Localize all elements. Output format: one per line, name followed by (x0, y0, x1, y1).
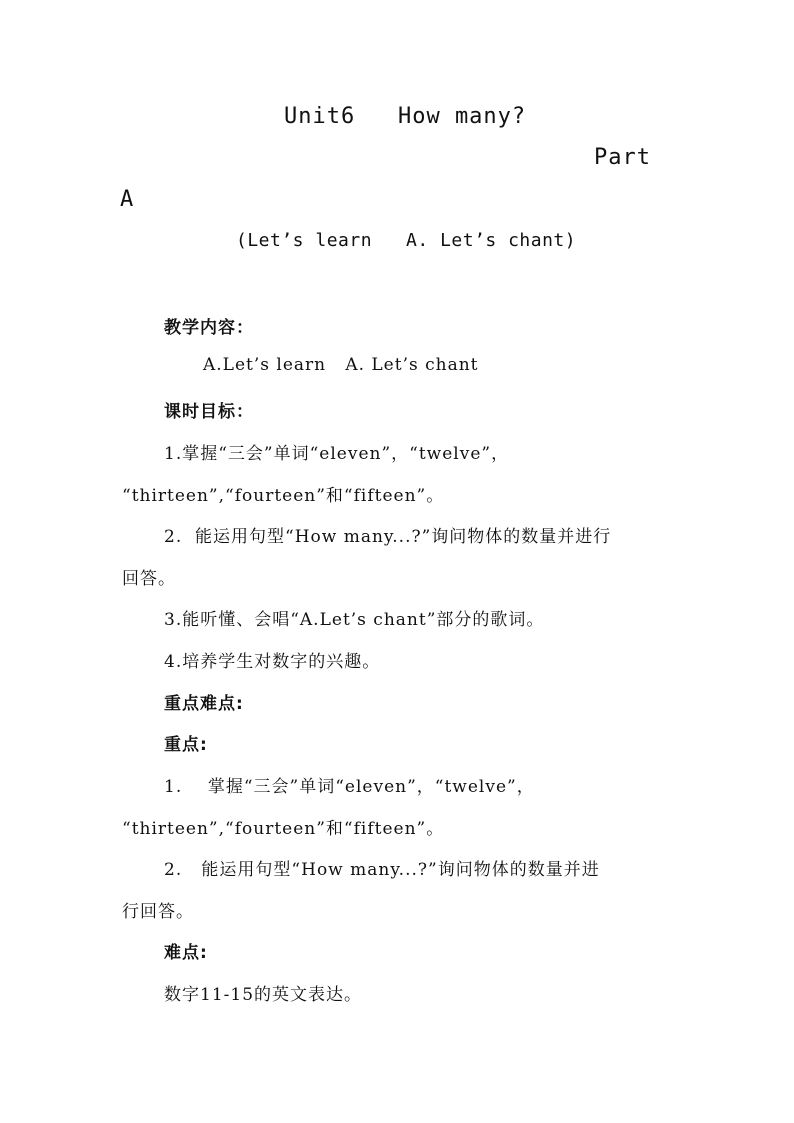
document-title: Unit6 How many? (284, 104, 527, 129)
key-point-line: 行回答。 (122, 902, 194, 922)
objective-line: 回答。 (122, 569, 176, 589)
key-heading: 重点: (164, 735, 208, 755)
objective-line: 1.掌握“三会”单词“eleven”，“twelve”， (164, 444, 510, 464)
objective-line: 3.能听懂、会唱“A.Let’s chant”部分的歌词。 (164, 610, 545, 630)
objective-line: “thirteen”,“fourteen”和“fifteen”。 (122, 486, 445, 506)
document-subtitle: (Let’s learn A. Let’s chant) (236, 230, 577, 251)
difficult-heading: 难点: (164, 943, 208, 963)
content-text: A.Let’s learn A. Let’s chant (203, 355, 479, 375)
key-point-line: 2. 能运用句型“How many...?”询问物体的数量并进 (164, 860, 600, 880)
part-label: Part (594, 145, 651, 170)
content-heading: 教学内容： (164, 318, 254, 338)
objective-line: 2. 能运用句型“How many...?”询问物体的数量并进行 (164, 527, 612, 547)
part-letter: A (120, 187, 135, 212)
key-difficult-heading: 重点难点: (164, 694, 244, 714)
key-point-line: 1. 掌握“三会”单词“eleven”，“twelve”， (164, 777, 535, 797)
objectives-heading: 课时目标： (164, 402, 254, 422)
difficult-text: 数字11-15的英文表达。 (164, 985, 363, 1005)
objective-line: 4.培养学生对数字的兴趣。 (164, 652, 381, 672)
key-point-line: “thirteen”,“fourteen”和“fifteen”。 (122, 819, 445, 839)
